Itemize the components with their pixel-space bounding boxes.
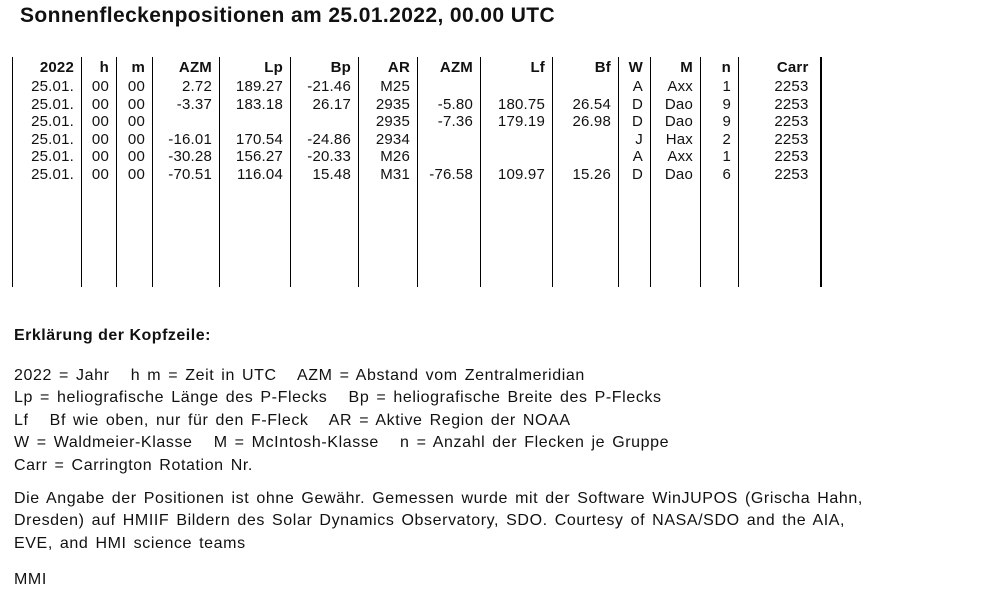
table-cell — [291, 113, 359, 131]
table-cell: 156.27 — [220, 148, 291, 166]
table-cell — [481, 148, 553, 166]
table-cell: Hax — [651, 131, 701, 149]
table-filler-cell — [291, 183, 359, 287]
table-cell: M26 — [359, 148, 418, 166]
table-filler-cell — [220, 183, 291, 287]
table-cell: -20.33 — [291, 148, 359, 166]
table-cell: 25.01. — [13, 148, 82, 166]
table-cell: 2253 — [739, 148, 821, 166]
legend-line: Lf Bf wie oben, nur für den F-Fleck AR = Aktive Region der NOAA — [14, 411, 571, 429]
disclaimer-line: EVE, and HMI science teams — [14, 534, 246, 552]
table-cell: 00 — [82, 78, 117, 96]
table-cell: 00 — [117, 113, 153, 131]
table-cell: 2935 — [359, 113, 418, 131]
table-cell: -30.28 — [153, 148, 220, 166]
col-header-lp-4: Lp — [220, 57, 291, 78]
table-cell: 25.01. — [13, 78, 82, 96]
disclaimer — [14, 488, 974, 555]
table-cell: 2253 — [739, 131, 821, 149]
table-cell: 109.97 — [481, 166, 553, 184]
col-header-lf-8: Lf — [481, 57, 553, 78]
table-cell: 00 — [82, 113, 117, 131]
table-cell — [418, 78, 481, 96]
table-filler-cell — [619, 183, 651, 287]
table-cell: 00 — [117, 166, 153, 184]
table-cell: -24.86 — [291, 131, 359, 149]
table-cell: 116.04 — [220, 166, 291, 184]
table-cell: 25.01. — [13, 96, 82, 114]
table-cell: 2253 — [739, 113, 821, 131]
table-cell: 26.54 — [553, 96, 619, 114]
table-cell: 189.27 — [220, 78, 291, 96]
table-cell: D — [619, 166, 651, 184]
legend-line: Carr = Carrington Rotation Nr. — [14, 456, 253, 474]
table-cell: 25.01. — [13, 166, 82, 184]
table-cell: 2 — [701, 131, 739, 149]
table-cell: M25 — [359, 78, 418, 96]
legend-line: Lp = heliografische Länge des P-Flecks Bp = heliografische Breite des P-Flecks — [14, 389, 662, 407]
col-header-ar-6: AR — [359, 57, 418, 78]
table-row — [13, 96, 821, 114]
table-filler-cell — [117, 183, 153, 287]
table-cell: 00 — [82, 166, 117, 184]
table-row — [13, 78, 821, 96]
table-cell: 15.48 — [291, 166, 359, 184]
col-header-w-10: W — [619, 57, 651, 78]
table-cell: D — [619, 113, 651, 131]
disclaimer-line: Dresden) auf HMIIF Bildern des Solar Dynamics Observatory, SDO. Courtesy of NASA/SDO and the AIA, — [14, 512, 846, 530]
table-filler-cell — [82, 183, 117, 287]
table-cell: 9 — [701, 113, 739, 131]
col-header-bp-5: Bp — [291, 57, 359, 78]
table-filler-cell — [359, 183, 418, 287]
footer-initials: MMI — [14, 571, 47, 589]
col-header-carr-13: Carr — [739, 57, 821, 78]
col-header-bf-9: Bf — [553, 57, 619, 78]
table-cell: A — [619, 78, 651, 96]
table-cell: 26.17 — [291, 96, 359, 114]
table-cell: 2935 — [359, 96, 418, 114]
table-cell: 1 — [701, 78, 739, 96]
table-cell: -16.01 — [153, 131, 220, 149]
table-cell: 00 — [82, 96, 117, 114]
page-title: Sonnenfleckenpositionen am 25.01.2022, 00.00 UTC — [20, 4, 556, 27]
legend-block — [14, 326, 974, 590]
table-row — [13, 113, 821, 131]
col-header-h-1: h — [82, 57, 117, 78]
table-cell: 2934 — [359, 131, 418, 149]
table-cell: 25.01. — [13, 131, 82, 149]
col-header-2022-0: 2022 — [13, 57, 82, 78]
table-cell: 00 — [82, 148, 117, 166]
table-cell — [481, 78, 553, 96]
table-cell: 9 — [701, 96, 739, 114]
table-cell: Dao — [651, 96, 701, 114]
sunspot-table — [12, 57, 822, 287]
table-cell: A — [619, 148, 651, 166]
table-filler-cell — [701, 183, 739, 287]
table-cell — [553, 78, 619, 96]
col-header-m-2: m — [117, 57, 153, 78]
table-filler-row — [13, 183, 821, 287]
table-cell: 00 — [117, 96, 153, 114]
table-cell: -7.36 — [418, 113, 481, 131]
table-cell: D — [619, 96, 651, 114]
table-filler-cell — [13, 183, 82, 287]
table-header-row — [13, 57, 821, 78]
table-cell: 26.98 — [553, 113, 619, 131]
table-cell: -70.51 — [153, 166, 220, 184]
table-cell: Dao — [651, 166, 701, 184]
table-filler-cell — [418, 183, 481, 287]
table-cell: 2253 — [739, 166, 821, 184]
table-cell: 00 — [82, 131, 117, 149]
table-cell: 00 — [117, 148, 153, 166]
table-cell: 6 — [701, 166, 739, 184]
table-cell — [481, 131, 553, 149]
table-cell — [553, 148, 619, 166]
table-filler-cell — [481, 183, 553, 287]
table-cell: Axx — [651, 78, 701, 96]
col-header-m-11: M — [651, 57, 701, 78]
table-body — [13, 78, 821, 287]
table-cell: -21.46 — [291, 78, 359, 96]
table-cell: 1 — [701, 148, 739, 166]
table-cell: 179.19 — [481, 113, 553, 131]
legend-heading: Erklärung der Kopfzeile: — [14, 327, 211, 344]
table-cell: 25.01. — [13, 113, 82, 131]
table-cell: 2.72 — [153, 78, 220, 96]
table-cell: 00 — [117, 131, 153, 149]
table-cell: Dao — [651, 113, 701, 131]
table-filler-cell — [651, 183, 701, 287]
table-cell: -3.37 — [153, 96, 220, 114]
table-filler-cell — [153, 183, 220, 287]
table-cell: 180.75 — [481, 96, 553, 114]
table-cell: M31 — [359, 166, 418, 184]
table-cell — [418, 148, 481, 166]
legend-lines — [14, 365, 974, 477]
disclaimer-line: Die Angabe der Positionen ist ohne Gewähr. Gemessen wurde mit der Software WinJUPOS (Grischa Hahn, — [14, 490, 863, 508]
col-header-n-12: n — [701, 57, 739, 78]
table-row — [13, 131, 821, 149]
table-cell: -76.58 — [418, 166, 481, 184]
table-filler-cell — [739, 183, 821, 287]
table-cell: -5.80 — [418, 96, 481, 114]
col-header-azm-3: AZM — [153, 57, 220, 78]
table-cell: 2253 — [739, 96, 821, 114]
legend-line: W = Waldmeier-Klasse M = McIntosh-Klasse n = Anzahl der Flecken je Gruppe — [14, 434, 670, 452]
table-cell: 170.54 — [220, 131, 291, 149]
table-cell: 183.18 — [220, 96, 291, 114]
table-row — [13, 166, 821, 184]
table-cell: Axx — [651, 148, 701, 166]
table-cell — [220, 113, 291, 131]
table-filler-cell — [553, 183, 619, 287]
table-cell: 15.26 — [553, 166, 619, 184]
table-cell: 2253 — [739, 78, 821, 96]
table-row — [13, 148, 821, 166]
table-cell — [153, 113, 220, 131]
table-cell — [553, 131, 619, 149]
legend-line: 2022 = Jahr h m = Zeit in UTC AZM = Abstand vom Zentralmeridian — [14, 367, 585, 384]
col-header-azm-7: AZM — [418, 57, 481, 78]
table-cell: J — [619, 131, 651, 149]
table-cell — [418, 131, 481, 149]
table-cell: 00 — [117, 78, 153, 96]
